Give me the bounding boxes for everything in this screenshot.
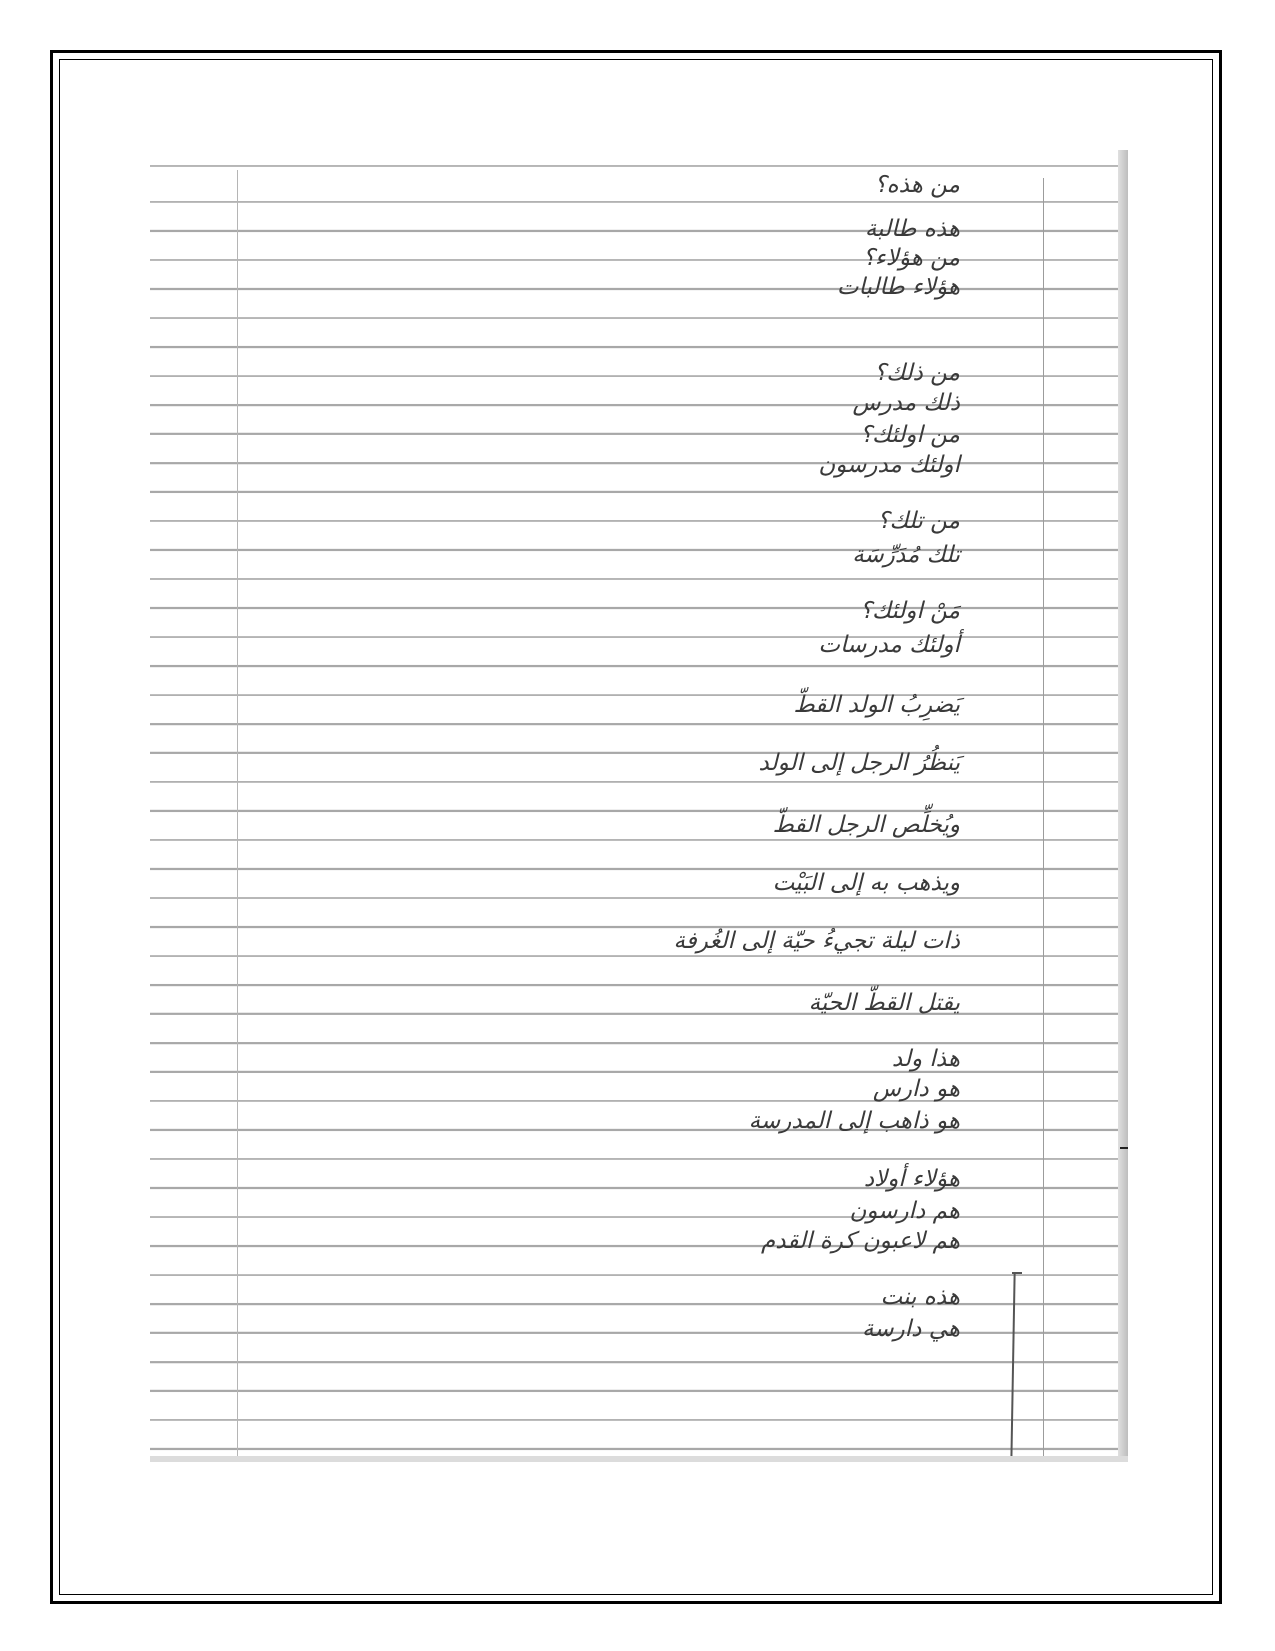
text-line: ويذهب به إلى البَيْت (772, 870, 960, 896)
text-line: ويُخلِّص الرجل القطّ (772, 812, 960, 838)
text-line: ذات ليلة تجيءُ حيّة إلى الغُرفة (673, 928, 960, 954)
text-line: هم لاعبون كرة القدم (761, 1228, 960, 1254)
notebook-sheet (150, 150, 1128, 1462)
text-line: اولئك مدرسون (818, 452, 960, 478)
text-line: هؤلاء أولاد (863, 1166, 960, 1192)
text-line: من اولئك؟ (859, 422, 960, 448)
text-line: هو ذاهب إلى المدرسة (748, 1108, 960, 1134)
text-line: هذا ولد (891, 1046, 960, 1072)
text-line: ذلك مدرس (852, 390, 960, 416)
handwritten-text (150, 150, 1128, 1462)
text-line: هذه بنت (880, 1284, 960, 1310)
edge-mark (1120, 1147, 1128, 1149)
text-line: هم دارسون (849, 1198, 960, 1224)
text-line: من هؤلاء؟ (862, 245, 960, 271)
text-line: هو دارس (872, 1076, 960, 1102)
text-line: تلك مُدَرِّسَة (852, 542, 960, 568)
text-line: يَنظُرُ الرجل إلى الولد (758, 750, 960, 776)
text-line: مَنْ اولئك؟ (859, 598, 960, 624)
text-line: يَضرِبُ الولد القطّ (793, 692, 960, 718)
text-line: هذه طالبة (864, 216, 960, 242)
text-line: هؤلاء طالبات (836, 274, 960, 300)
text-line: يقتل القطّ الحيّة (808, 990, 960, 1016)
text-line: من هذه؟ (874, 172, 960, 198)
text-line: أولئك مدرسات (818, 632, 960, 658)
text-line: من تلك؟ (877, 508, 960, 534)
text-line: من ذلك؟ (874, 360, 960, 386)
text-line: هي دارسة (862, 1316, 960, 1342)
